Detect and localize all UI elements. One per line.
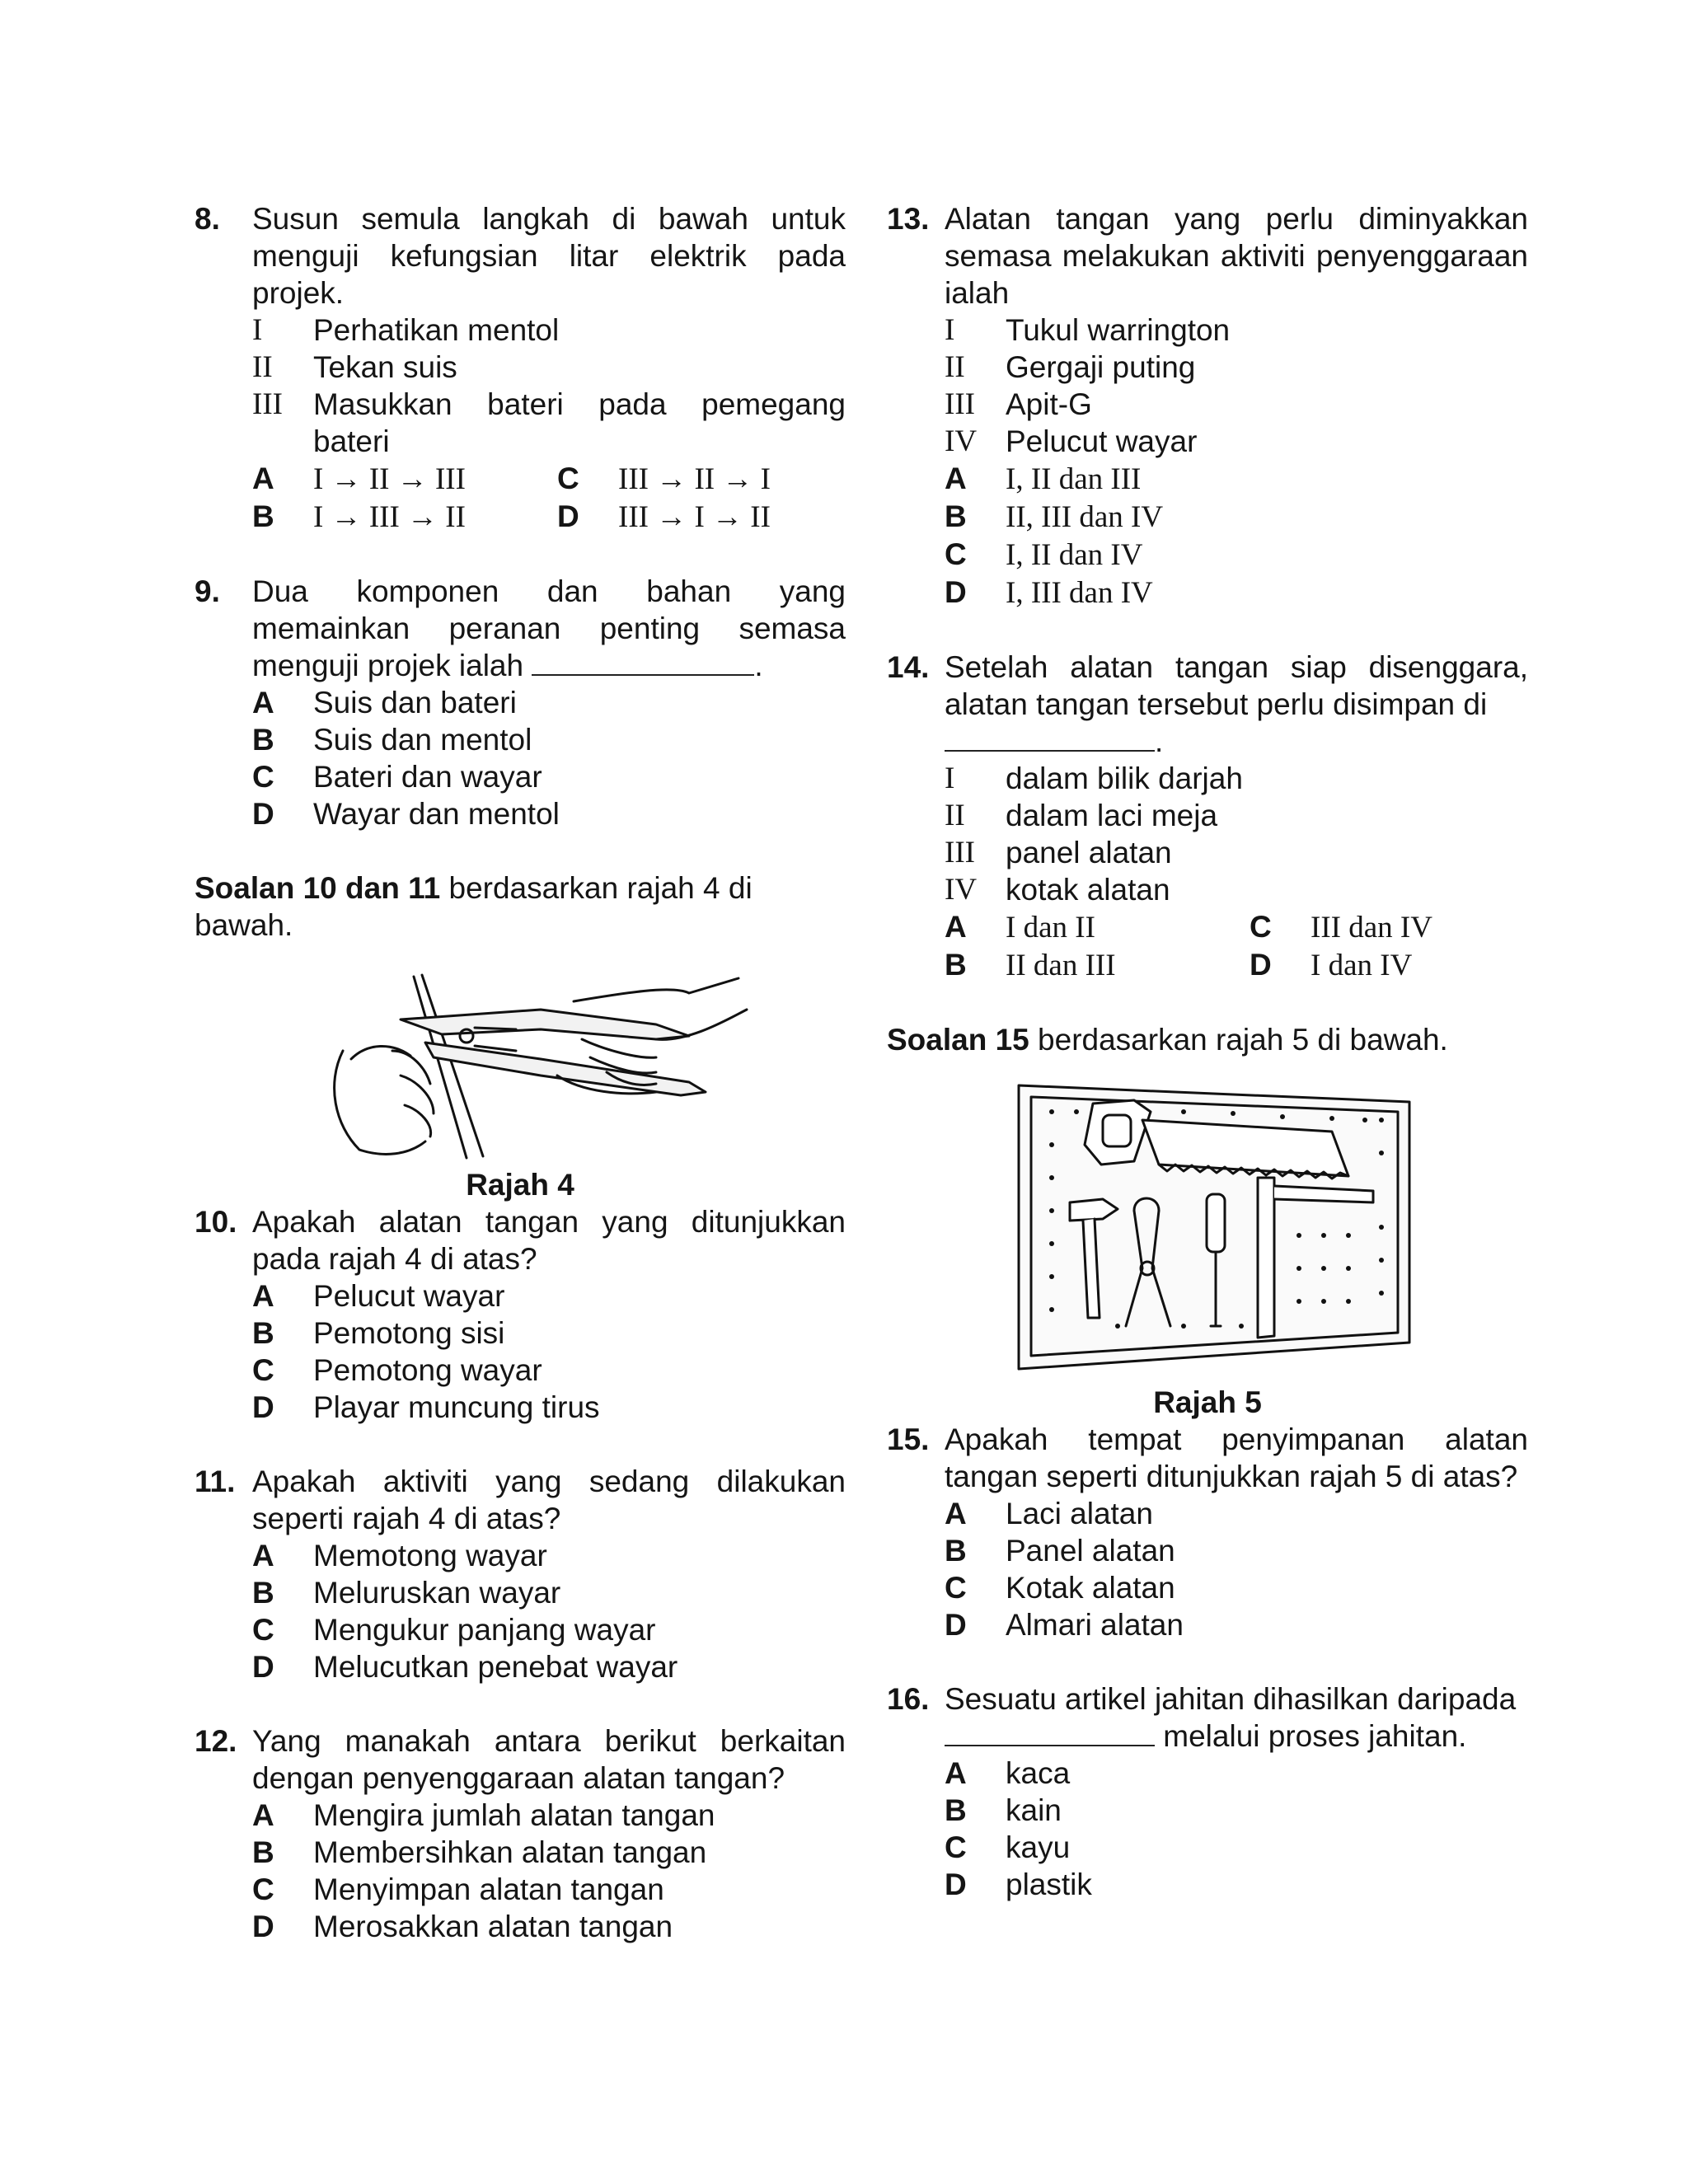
option-c[interactable] xyxy=(252,758,846,795)
option-letter: D xyxy=(252,797,274,831)
option-letter: B xyxy=(252,1316,274,1350)
roman-numeral: I xyxy=(252,313,263,347)
option-text: Pelucut wayar xyxy=(313,1279,505,1313)
option-letter: B xyxy=(945,948,967,982)
option-b[interactable] xyxy=(252,1834,846,1871)
option-text: Melucutkan penebat wayar xyxy=(313,1650,678,1684)
stem-text: Sesuatu artikel jahitan dihasilkan daripada xyxy=(945,1682,1517,1716)
option-d[interactable] xyxy=(1250,946,1522,984)
option-c[interactable] xyxy=(1250,908,1522,946)
question-stem: Apakah tempat penyimpanan alatan tangan seperti ditunjukkan rajah 5 di atas? xyxy=(945,1422,1528,1493)
roman-numeral: II xyxy=(945,799,965,832)
option-a[interactable] xyxy=(945,1755,1528,1792)
statement-item xyxy=(945,871,1528,908)
option-text: III → II → I xyxy=(618,462,771,496)
option-d[interactable] xyxy=(252,1908,846,1945)
right-column xyxy=(887,200,1528,1903)
roman-numeral: IV xyxy=(945,873,978,907)
option-b[interactable] xyxy=(252,1315,846,1352)
option-letter: D xyxy=(252,1390,274,1424)
option-letter: D xyxy=(945,1608,967,1642)
section-intro-10-11 xyxy=(195,869,846,944)
statement-text: kotak alatan xyxy=(1006,873,1170,907)
option-b[interactable] xyxy=(252,721,846,758)
option-letter: A xyxy=(945,910,967,944)
option-a[interactable] xyxy=(945,908,1250,946)
stem-text: Setelah alatan tangan siap disenggara, alatan tangan tersebut perlu disimpan di xyxy=(945,650,1528,721)
option-c[interactable] xyxy=(945,536,1528,574)
option-text: kaca xyxy=(1006,1756,1071,1790)
question-stem xyxy=(945,649,1528,760)
option-d[interactable] xyxy=(945,1866,1528,1903)
option-letter: A xyxy=(945,1497,967,1530)
statement-text: dalam laci meja xyxy=(1006,799,1218,832)
answer-options xyxy=(252,460,846,536)
statement-text: Perhatikan mentol xyxy=(313,313,560,347)
question-stem: Apakah aktiviti yang sedang dilakukan seperti rajah 4 di atas? xyxy=(252,1465,846,1535)
option-letter: D xyxy=(252,1650,274,1684)
option-text: kayu xyxy=(1006,1830,1071,1864)
option-text: I dan II xyxy=(1006,911,1095,944)
option-text: II, III dan IV xyxy=(1006,500,1164,534)
option-text: Membersihkan alatan tangan xyxy=(313,1835,707,1869)
statement-item xyxy=(945,312,1528,349)
option-text: II dan III xyxy=(1006,949,1116,982)
statement-item xyxy=(945,349,1528,386)
option-letter: D xyxy=(557,499,579,533)
statement-text: Tukul warrington xyxy=(1006,313,1231,347)
question-stem: Apakah alatan tangan yang ditunjukkan pada rajah 4 di atas? xyxy=(252,1205,846,1276)
try-square-stock xyxy=(1258,1178,1274,1338)
option-text: Bateri dan wayar xyxy=(313,760,542,794)
question-number: 16. xyxy=(887,1682,930,1716)
statement-text: Tekan suis xyxy=(313,350,457,384)
option-text: I, II dan IV xyxy=(1006,538,1143,572)
statement-text: Pelucut wayar xyxy=(1006,424,1198,458)
option-letter: D xyxy=(1250,948,1272,982)
option-text: III → I → II xyxy=(618,500,771,534)
option-c[interactable] xyxy=(252,1611,846,1648)
roman-numeral: IV xyxy=(945,424,978,458)
option-a[interactable] xyxy=(252,684,846,721)
statement-text: Apit-G xyxy=(1006,387,1092,421)
question-12 xyxy=(195,1722,846,1945)
option-letter: C xyxy=(945,1830,967,1864)
statement-text: Masukkan bateri pada pemegang bateri xyxy=(313,387,846,458)
question-14 xyxy=(887,649,1528,984)
figure-4-caption: Rajah 4 xyxy=(466,1168,574,1202)
option-letter: B xyxy=(252,1835,274,1869)
answer-blank xyxy=(532,649,754,676)
option-c[interactable] xyxy=(252,1352,846,1389)
option-text: Laci alatan xyxy=(1006,1497,1153,1530)
option-text: Mengukur panjang wayar xyxy=(313,1613,656,1647)
intro-text: berdasarkan rajah 5 di bawah. xyxy=(1038,1023,1448,1057)
option-b[interactable] xyxy=(252,498,557,536)
option-d[interactable] xyxy=(252,1389,846,1426)
question-stem: Susun semula langkah di bawah untuk menguji kefungsian litar elektrik pada projek. xyxy=(252,202,846,310)
question-stem xyxy=(252,573,846,684)
question-13 xyxy=(887,200,1528,612)
option-text: I, II dan III xyxy=(1006,462,1142,496)
option-text: kain xyxy=(1006,1793,1062,1827)
option-letter: A xyxy=(252,462,274,495)
option-text: Playar muncung tirus xyxy=(313,1390,600,1424)
option-text: Kotak alatan xyxy=(1006,1571,1175,1605)
answer-blank xyxy=(945,725,1155,752)
option-a[interactable] xyxy=(252,460,557,498)
option-a[interactable] xyxy=(252,1797,846,1834)
option-letter: A xyxy=(252,1798,274,1832)
intro-bold: Soalan 15 xyxy=(887,1023,1029,1057)
answer-options xyxy=(945,908,1528,984)
option-text: Wayar dan mentol xyxy=(313,797,560,831)
option-text: Almari alatan xyxy=(1006,1608,1184,1642)
option-text: Pemotong sisi xyxy=(313,1316,505,1350)
stem-text: Dua komponen dan bahan yang memainkan peranan penting semasa menguji projek ialah xyxy=(252,574,846,682)
statement-item xyxy=(252,386,846,460)
roman-numeral: II xyxy=(252,350,273,384)
stem-end: . xyxy=(1155,724,1164,758)
screwdriver-handle xyxy=(1207,1194,1225,1252)
roman-numeral: III xyxy=(945,836,975,869)
roman-numeral: I xyxy=(945,762,955,795)
figure-5-caption: Rajah 5 xyxy=(1153,1385,1262,1419)
option-d[interactable] xyxy=(252,795,846,832)
statement-item xyxy=(252,349,846,386)
left-column xyxy=(195,200,846,1945)
statement-text: Gergaji puting xyxy=(1006,350,1196,384)
option-letter: D xyxy=(945,575,967,609)
option-letter: C xyxy=(945,1571,967,1605)
question-8 xyxy=(195,200,846,536)
option-letter: B xyxy=(945,1793,967,1827)
option-a[interactable] xyxy=(252,1277,846,1315)
question-number: 15. xyxy=(887,1422,930,1456)
option-letter: B xyxy=(252,1576,274,1610)
statement-item xyxy=(945,834,1528,871)
question-number: 13. xyxy=(887,202,930,236)
statement-item xyxy=(945,797,1528,834)
option-d[interactable] xyxy=(945,574,1528,612)
option-text: I, III dan IV xyxy=(1006,576,1153,610)
intro-bold: Soalan 10 dan 11 xyxy=(195,871,441,905)
option-letter: C xyxy=(252,1613,274,1647)
question-number: 14. xyxy=(887,650,930,684)
option-letter: D xyxy=(252,1910,274,1943)
option-letter: C xyxy=(1250,910,1272,944)
option-b[interactable] xyxy=(252,1574,846,1611)
stripper-lower-jaw xyxy=(425,1043,706,1095)
question-16 xyxy=(887,1680,1528,1903)
option-text: Meluruskan wayar xyxy=(313,1576,561,1610)
option-letter: B xyxy=(252,723,274,757)
answer-blank xyxy=(945,1720,1155,1746)
question-number: 8. xyxy=(195,202,220,236)
option-letter: C xyxy=(252,1353,274,1387)
option-letter: A xyxy=(945,462,967,495)
option-letter: C xyxy=(945,537,967,571)
roman-numeral: I xyxy=(945,313,955,347)
option-text: I → III → II xyxy=(313,500,466,534)
option-d[interactable] xyxy=(252,1648,846,1685)
figure-4 xyxy=(195,960,846,1166)
option-b[interactable] xyxy=(945,1532,1528,1569)
roman-numeral: III xyxy=(945,387,975,421)
question-15 xyxy=(887,1421,1528,1643)
wire-stripper-illustration xyxy=(195,960,846,1166)
option-b[interactable] xyxy=(945,498,1528,536)
option-letter: D xyxy=(945,1868,967,1901)
option-b[interactable] xyxy=(945,1792,1528,1829)
option-letter: A xyxy=(945,1756,967,1790)
statement-item xyxy=(252,312,846,349)
option-text: Suis dan mentol xyxy=(313,723,532,757)
question-number: 12. xyxy=(195,1724,237,1758)
intro-text: berdasarkan rajah 4 di bawah. xyxy=(195,871,753,942)
question-stem xyxy=(945,1680,1528,1755)
option-text: Suis dan bateri xyxy=(313,686,517,719)
statement-item xyxy=(945,386,1528,423)
stem-end: melalui proses jahitan. xyxy=(1163,1719,1467,1753)
option-letter: B xyxy=(252,499,274,533)
option-text: Memotong wayar xyxy=(313,1539,547,1572)
option-letter: A xyxy=(252,1539,274,1572)
option-c[interactable] xyxy=(557,460,829,498)
option-a[interactable] xyxy=(945,1495,1528,1532)
section-intro-15 xyxy=(887,1021,1528,1058)
option-text: I → II → III xyxy=(313,462,466,496)
roman-numeral: II xyxy=(945,350,965,384)
option-letter: C xyxy=(252,760,274,794)
option-c[interactable] xyxy=(252,1871,846,1908)
question-stem: Yang manakah antara berikut berkaitan dengan penyenggaraan alatan tangan? xyxy=(252,1724,846,1795)
option-text: Mengira jumlah alatan tangan xyxy=(313,1798,715,1832)
option-c[interactable] xyxy=(945,1569,1528,1606)
option-c[interactable] xyxy=(945,1829,1528,1866)
option-b[interactable] xyxy=(945,946,1250,984)
option-text: I dan IV xyxy=(1311,949,1413,982)
option-text: Panel alatan xyxy=(1006,1534,1175,1568)
option-letter: C xyxy=(252,1872,274,1906)
option-text: III dan IV xyxy=(1311,911,1432,944)
option-letter: B xyxy=(945,499,967,533)
statement-item xyxy=(945,760,1528,797)
statement-item xyxy=(945,423,1528,460)
option-letter: A xyxy=(252,686,274,719)
option-letter: C xyxy=(557,462,579,495)
question-stem: Alatan tangan yang perlu diminyakkan semasa melakukan aktiviti penyenggaraan ialah xyxy=(945,202,1528,310)
question-number: 10. xyxy=(195,1205,237,1239)
option-d[interactable] xyxy=(945,1606,1528,1643)
figure-5 xyxy=(887,1079,1528,1384)
statement-text: panel alatan xyxy=(1006,836,1172,869)
tool-panel-illustration xyxy=(887,1079,1528,1384)
question-9 xyxy=(195,573,846,832)
option-letter: A xyxy=(252,1279,274,1313)
question-number: 11. xyxy=(195,1465,236,1498)
question-number: 9. xyxy=(195,574,220,608)
option-a[interactable] xyxy=(945,460,1528,498)
option-letter: B xyxy=(945,1534,967,1568)
stripper-upper-jaw xyxy=(401,1010,689,1039)
option-text: Pemotong wayar xyxy=(313,1353,542,1387)
option-a[interactable] xyxy=(252,1537,846,1574)
option-text: Menyimpan alatan tangan xyxy=(313,1872,664,1906)
stem-end: . xyxy=(754,649,763,682)
roman-numeral: III xyxy=(252,387,283,421)
option-text: Merosakkan alatan tangan xyxy=(313,1910,673,1943)
question-10 xyxy=(195,1203,846,1426)
statement-text: dalam bilik darjah xyxy=(1006,762,1243,795)
left-hand-outline xyxy=(335,1046,434,1154)
option-text: plastik xyxy=(1006,1868,1092,1901)
question-11 xyxy=(195,1463,846,1685)
option-d[interactable] xyxy=(557,498,829,536)
